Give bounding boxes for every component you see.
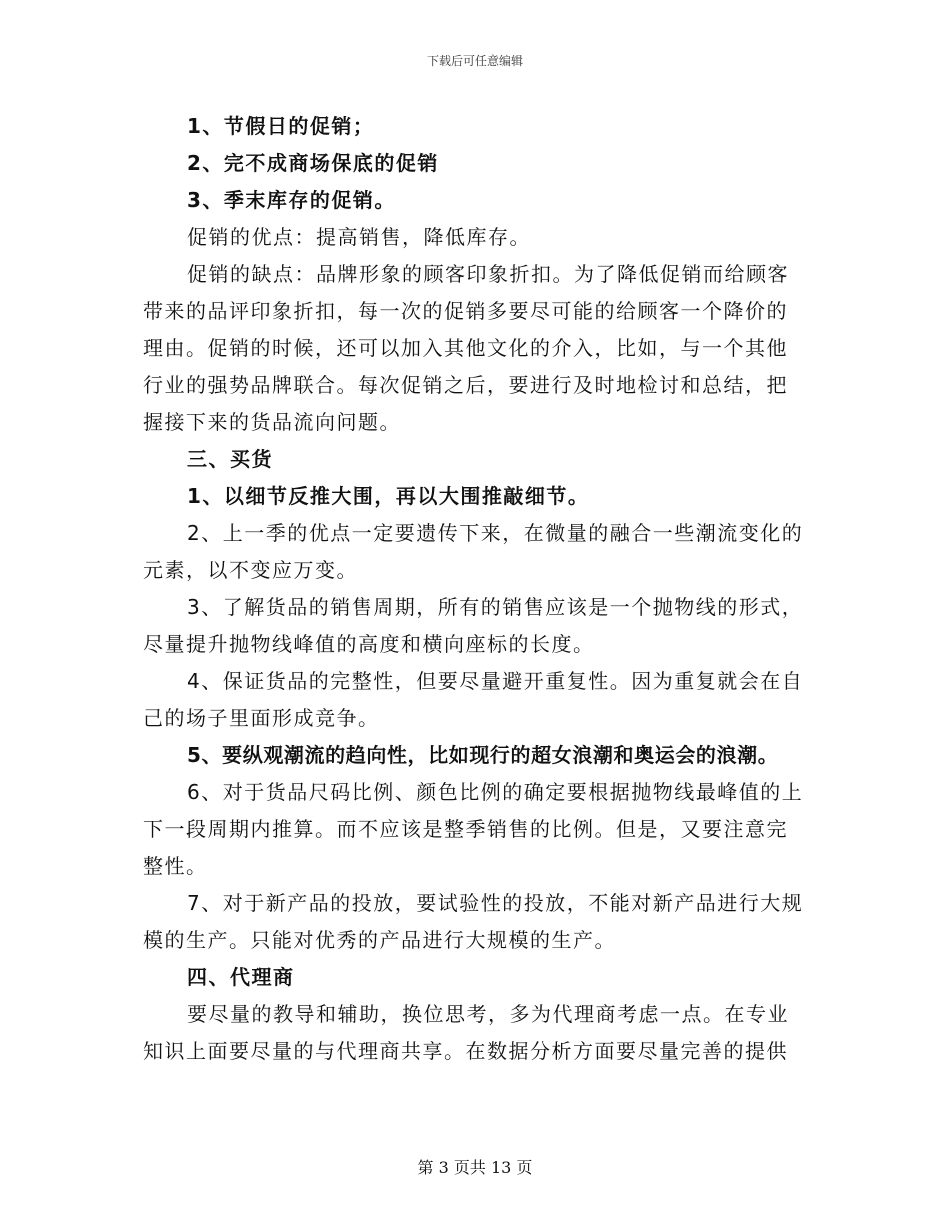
section-heading: 四、代理商 <box>187 965 295 989</box>
paragraph-line: 6、对于货品尺码比例、颜色比例的确定要根据抛物线最峰值的上 <box>187 780 804 804</box>
paragraph-line: 2、上一季的优点一定要遗传下来，在微量的融合一些潮流变化的 <box>187 521 804 545</box>
list-item: 1、节假日的促销； <box>187 114 375 138</box>
paragraph-line: 整性。 <box>143 854 208 878</box>
paragraph-line: 知识上面要尽量的与代理商共享。在数据分析方面要尽量完善的提供 <box>143 1039 788 1063</box>
paragraph-line: 尽量提升抛物线峰值的高度和横向座标的长度。 <box>143 632 595 656</box>
paragraph-line: 握接下来的货品流向问题。 <box>143 410 401 434</box>
paragraph-line: 促销的优点：提高销售，降低库存。 <box>187 225 531 249</box>
paragraph-line: 3、了解货品的销售周期，所有的销售应该是一个抛物线的形式， <box>187 595 804 619</box>
paragraph-line: 4、保证货品的完整性，但要尽量避开重复性。因为重复就会在自 <box>187 669 804 693</box>
paragraph-line: 要尽量的教导和辅助，换位思考，多为代理商考虑一点。在专业 <box>187 1002 789 1026</box>
paragraph-line: 带来的品评印象折扣，每一次的促销多要尽可能的给顾客一个降价的 <box>143 299 788 323</box>
paragraph-line: 下一段周期内推算。而不应该是整季销售的比例。但是，又要注意完 <box>143 817 788 841</box>
paragraph-line: 促销的缺点：品牌形象的顾客印象折扣。为了降低促销而给顾客 <box>187 262 789 286</box>
paragraph-line: 己的场子里面形成竞争。 <box>143 706 380 730</box>
paragraph-line: 模的生产。只能对优秀的产品进行大规模的生产。 <box>143 928 616 952</box>
document-body <box>143 108 803 1070</box>
page-header: 下载后可任意编辑 <box>426 54 523 68</box>
list-item: 5、要纵观潮流的趋向性，比如现行的超女浪潮和奥运会的浪潮。 <box>187 743 779 767</box>
page-footer: 第 3 页共 13 页 <box>417 1158 533 1177</box>
paragraph-line: 元素，以不变应万变。 <box>143 558 358 582</box>
paragraph-line: 行业的强势品牌联合。每次促销之后，要进行及时地检讨和总结，把 <box>143 373 788 397</box>
list-item: 2、完不成商场保底的促销 <box>187 151 439 175</box>
section-heading: 三、买货 <box>187 447 273 471</box>
list-item: 1、以细节反推大围，再以大围推敲细节。 <box>187 484 590 508</box>
paragraph-line: 7、对于新产品的投放，要试验性的投放，不能对新产品进行大规 <box>187 891 804 915</box>
list-item: 3、季末库存的促销。 <box>187 188 396 212</box>
paragraph-line: 理由。促销的时候，还可以加入其他文化的介入，比如，与一个其他 <box>143 336 788 360</box>
